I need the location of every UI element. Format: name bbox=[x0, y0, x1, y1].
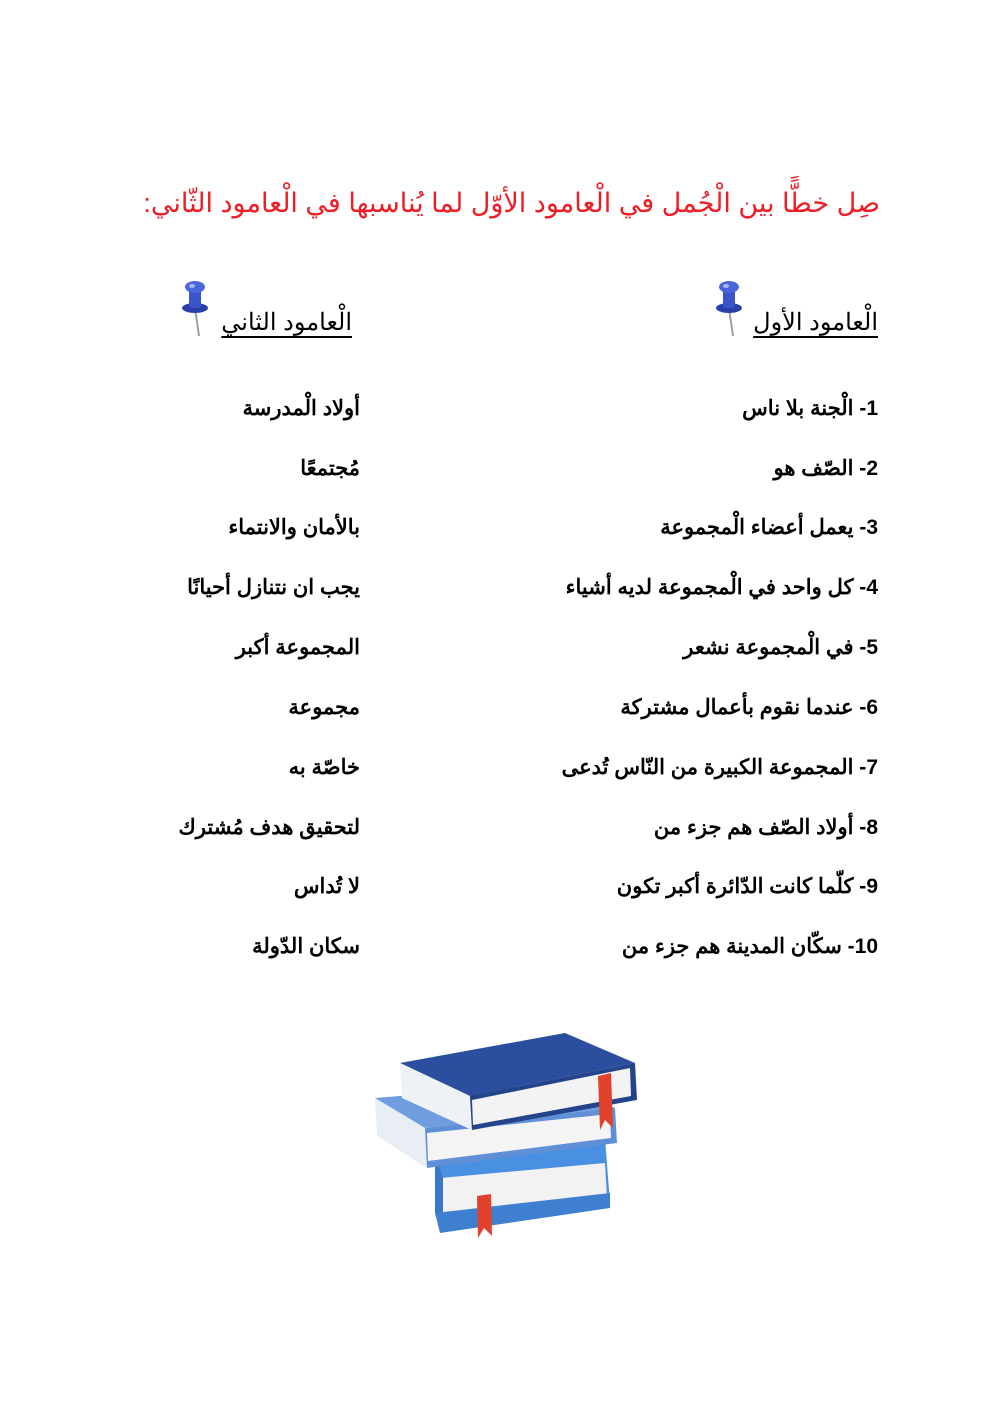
column-one-item-1: 1- الْجنة بلا ناس bbox=[742, 397, 878, 420]
column-two-item-1: أولاد الْمدرسة bbox=[242, 397, 360, 420]
column-two-item-9: لا تُداس bbox=[293, 875, 360, 898]
column-one-item-3: 3- يعمل أعضاء الْمجموعة bbox=[660, 516, 878, 539]
column-one-item-9: 9- كلّما كانت الدّائرة أكبر تكون bbox=[616, 875, 878, 898]
books-stack-icon bbox=[365, 1028, 655, 1243]
column-one-item-10: 10- سكّان المدينة هم جزء من bbox=[621, 935, 878, 958]
pushpin-icon bbox=[178, 278, 212, 338]
column-two-item-4: يجب ان نتنازل أحيانًا bbox=[187, 576, 360, 599]
column-one-item-4: 4- كل واحد في الْمجموعة لديه أشياء bbox=[565, 576, 878, 599]
column-one-item-2: 2- الصّف هو bbox=[773, 457, 878, 480]
column-two-item-10: سكان الدّولة bbox=[252, 935, 360, 958]
column-two-item-5: المجموعة أكبر bbox=[235, 636, 360, 659]
column-two-item-7: خاصّة به bbox=[288, 756, 360, 779]
column-one-title: الْعامود الأول bbox=[753, 309, 878, 336]
instruction-text: صِل خطًّا بين الْجُمل في الْعامود الأوّل لما يُناسبها في الْعامود الثّاني: bbox=[143, 188, 880, 218]
column-one-item-6: 6- عندما نقوم بأعمال مشتركة bbox=[620, 696, 878, 719]
column-one-item-8: 8- أولاد الصّف هم جزء من bbox=[653, 816, 878, 839]
column-two-title: الْعامود الثاني bbox=[221, 309, 352, 336]
column-two-item-6: مجموعة bbox=[288, 696, 360, 719]
column-two-item-3: بالأمان والانتماء bbox=[228, 516, 360, 539]
column-two-item-8: لتحقيق هدف مُشترك bbox=[178, 816, 360, 839]
column-one-item-5: 5- في الْمجموعة نشعر bbox=[683, 636, 878, 659]
column-two-item-2: مُجتمعًا bbox=[300, 457, 360, 480]
column-one-item-7: 7- المجموعة الكبيرة من النّاس تُدعى bbox=[561, 756, 878, 779]
pushpin-icon bbox=[712, 278, 746, 338]
